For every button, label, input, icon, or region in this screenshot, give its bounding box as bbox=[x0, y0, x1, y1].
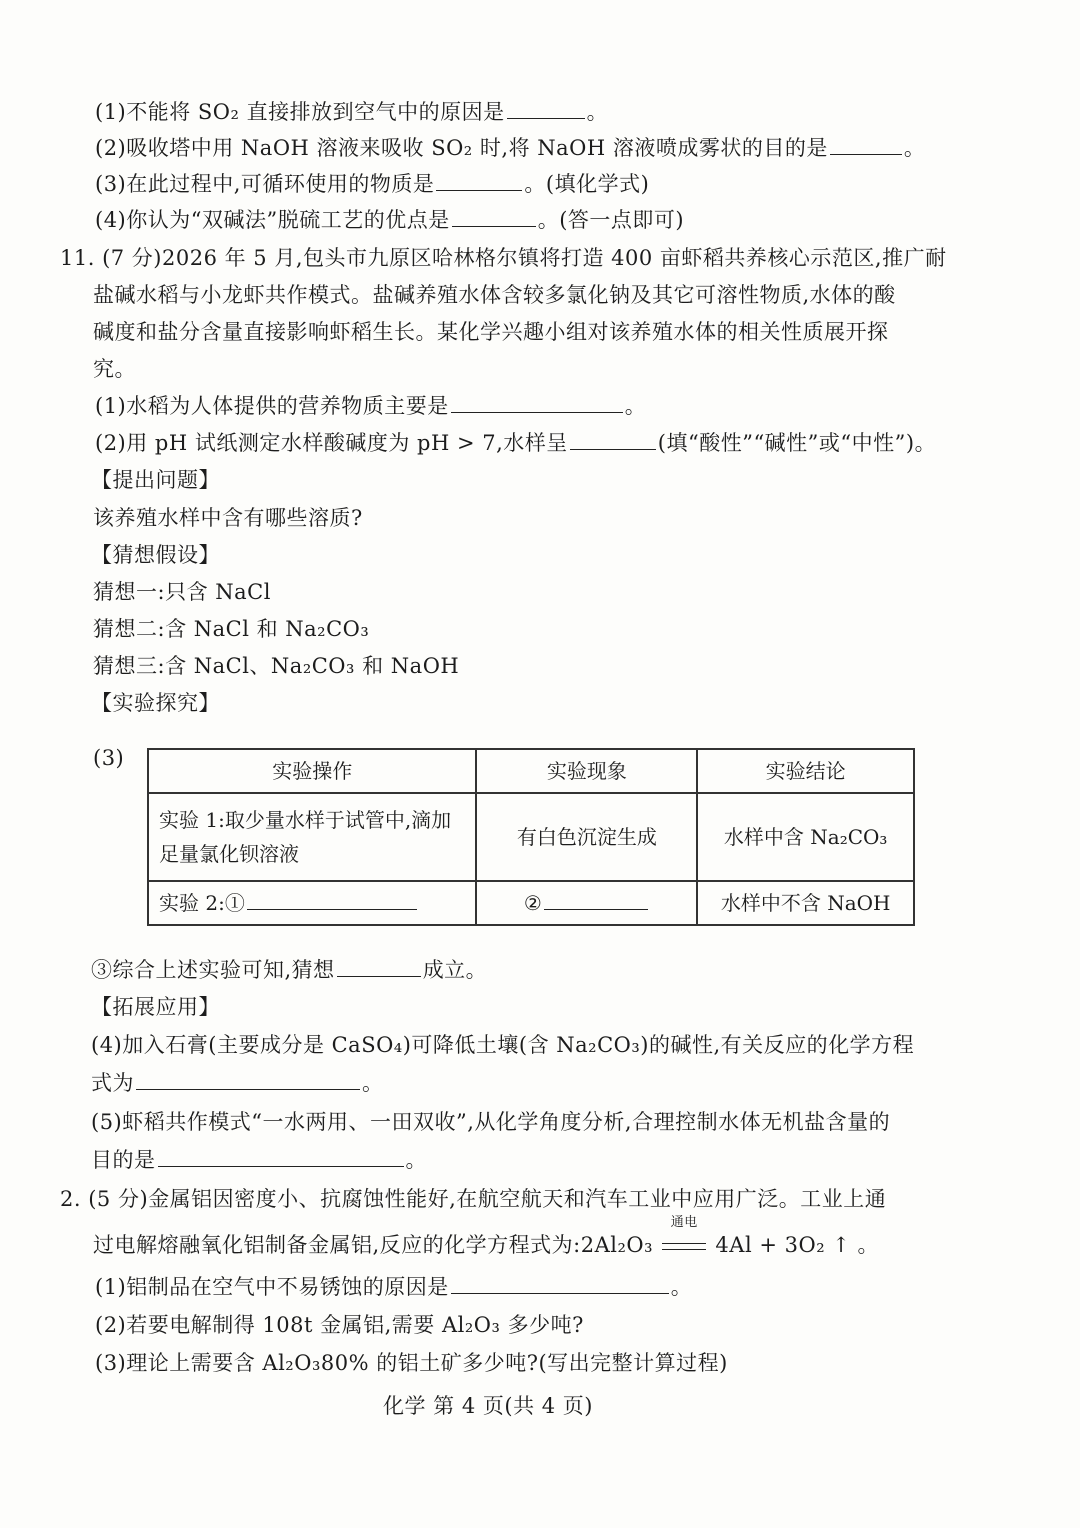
q12-intro-line2: 过电解熔融氧化铝制备金属铝,反应的化学方程式为:2Al₂O₃ 通电 4Al + 3O₂ ↑ 。 bbox=[93, 1230, 879, 1260]
header-phenomenon: 实验现象 bbox=[476, 749, 697, 793]
q10-part4: (4)你认为“双碱法”脱硫工艺的优点是 。(答一点即可) bbox=[95, 208, 685, 232]
q11-part1: (1)水稻为人体提供的营养物质主要是 。 bbox=[95, 394, 647, 418]
heading-hypothesis: 【猜想假设】 bbox=[91, 543, 220, 567]
answer-blank[interactable] bbox=[337, 956, 421, 977]
q11-intro-line2: 盐碱水稻与小龙虾共作模式。盐碱养殖水体含较多氯化钠及其它可溶性物质,水体的酸 bbox=[93, 283, 896, 307]
table-header-row bbox=[148, 749, 914, 793]
q11-part2: (2)用 pH 试纸测定水样酸碱度为 pH > 7,水样呈 (填“酸性”“碱性”或“中性”)。 bbox=[95, 431, 937, 455]
table-label: (3) bbox=[93, 746, 125, 770]
q11-intro-line3: 碱度和盐分含量直接影响虾稻生长。某化学兴趣小组对该养殖水体的相关性质展开探 bbox=[93, 320, 889, 344]
answer-blank[interactable] bbox=[452, 206, 536, 227]
answer-blank[interactable] bbox=[136, 1069, 360, 1090]
answer-blank[interactable] bbox=[830, 134, 902, 155]
answer-blank[interactable] bbox=[570, 429, 656, 450]
exp2-phenomenon-cell bbox=[476, 881, 697, 925]
equals-sign bbox=[662, 1243, 706, 1250]
q12-part3: (3)理论上需要含 Al₂O₃80% 的铝土矿多少吨?(写出完整计算过程) bbox=[95, 1351, 728, 1375]
q11-part3-conclusion: ③综合上述实验可知,猜想 成立。 bbox=[91, 958, 488, 982]
experiment-table bbox=[147, 748, 915, 926]
q11-part4-line2: 式为 。 bbox=[91, 1071, 384, 1095]
q12-intro-line1: 2. (5 分)金属铝因密度小、抗腐蚀性能好,在航空航天和汽车工业中应用广泛。工业上通 bbox=[60, 1187, 887, 1211]
q11-part5-line1: (5)虾稻共作模式“一水两用、一田双收”,从化学角度分析,合理控制水体无机盐含量的 bbox=[91, 1110, 891, 1134]
answer-blank[interactable] bbox=[158, 1146, 404, 1167]
table-row bbox=[148, 881, 914, 925]
guess-one: 猜想一:只含 NaCl bbox=[93, 580, 271, 604]
exp2-operation-cell bbox=[148, 881, 476, 925]
exp2-conclusion: 水样中不含 NaOH bbox=[697, 881, 914, 925]
reaction-condition: 通电 bbox=[670, 1215, 698, 1230]
header-operation: 实验操作 bbox=[148, 749, 476, 793]
exp1-phenomenon: 有白色沉淀生成 bbox=[476, 793, 697, 881]
q11-part5-line2: 目的是 。 bbox=[91, 1148, 427, 1172]
answer-blank[interactable] bbox=[436, 170, 522, 191]
exp1-operation: 实验 1:取少量水样于试管中,滴加足量氯化钡溶液 bbox=[148, 793, 476, 881]
reaction-arrow bbox=[660, 1215, 708, 1260]
question-text: 该养殖水样中含有哪些溶质? bbox=[93, 506, 363, 530]
q10-part1: (1)不能将 SO₂ 直接排放到空气中的原因是 。 bbox=[95, 100, 609, 124]
q10-part3: (3)在此过程中,可循环使用的物质是 。(填化学式) bbox=[95, 172, 650, 196]
answer-blank[interactable] bbox=[451, 392, 623, 413]
q12-part2: (2)若要电解制得 108t 金属铝,需要 Al₂O₃ 多少吨? bbox=[95, 1313, 584, 1337]
guess-three: 猜想三:含 NaCl、Na₂CO₃ 和 NaOH bbox=[93, 654, 460, 678]
answer-blank[interactable] bbox=[544, 889, 648, 910]
exp2-operation: 实验 2:① bbox=[159, 891, 245, 915]
heading-experiment: 【实验探究】 bbox=[91, 691, 220, 715]
guess-two: 猜想二:含 NaCl 和 Na₂CO₃ bbox=[93, 617, 370, 641]
answer-blank[interactable] bbox=[507, 98, 585, 119]
table-row bbox=[148, 793, 914, 881]
q11-part4-line1: (4)加入石膏(主要成分是 CaSO₄)可降低土壤(含 Na₂CO₃)的碱性,有关反应的化学方程 bbox=[91, 1033, 915, 1057]
answer-blank[interactable] bbox=[451, 1273, 669, 1294]
q11-intro-line4: 究。 bbox=[93, 357, 136, 381]
answer-blank[interactable] bbox=[247, 889, 417, 910]
header-conclusion: 实验结论 bbox=[697, 749, 914, 793]
q12-part1: (1)铝制品在空气中不易锈蚀的原因是 。 bbox=[95, 1275, 693, 1299]
exp1-conclusion: 水样中含 Na₂CO₃ bbox=[697, 793, 914, 881]
exp2-phenomenon: ② bbox=[523, 891, 542, 915]
heading-extension: 【拓展应用】 bbox=[91, 995, 220, 1019]
q11-intro-line1: 11. (7 分)2026 年 5 月,包头市九原区哈林格尔镇将打造 400 亩虾稻共养核心示范区,推广耐 bbox=[60, 246, 947, 270]
heading-question: 【提出问题】 bbox=[91, 468, 220, 492]
q10-part2: (2)吸收塔中用 NaOH 溶液来吸收 SO₂ 时,将 NaOH 溶液喷成雾状的目的是 。 bbox=[95, 136, 926, 160]
page-footer: 化学 第 4 页(共 4 页) bbox=[383, 1394, 593, 1418]
